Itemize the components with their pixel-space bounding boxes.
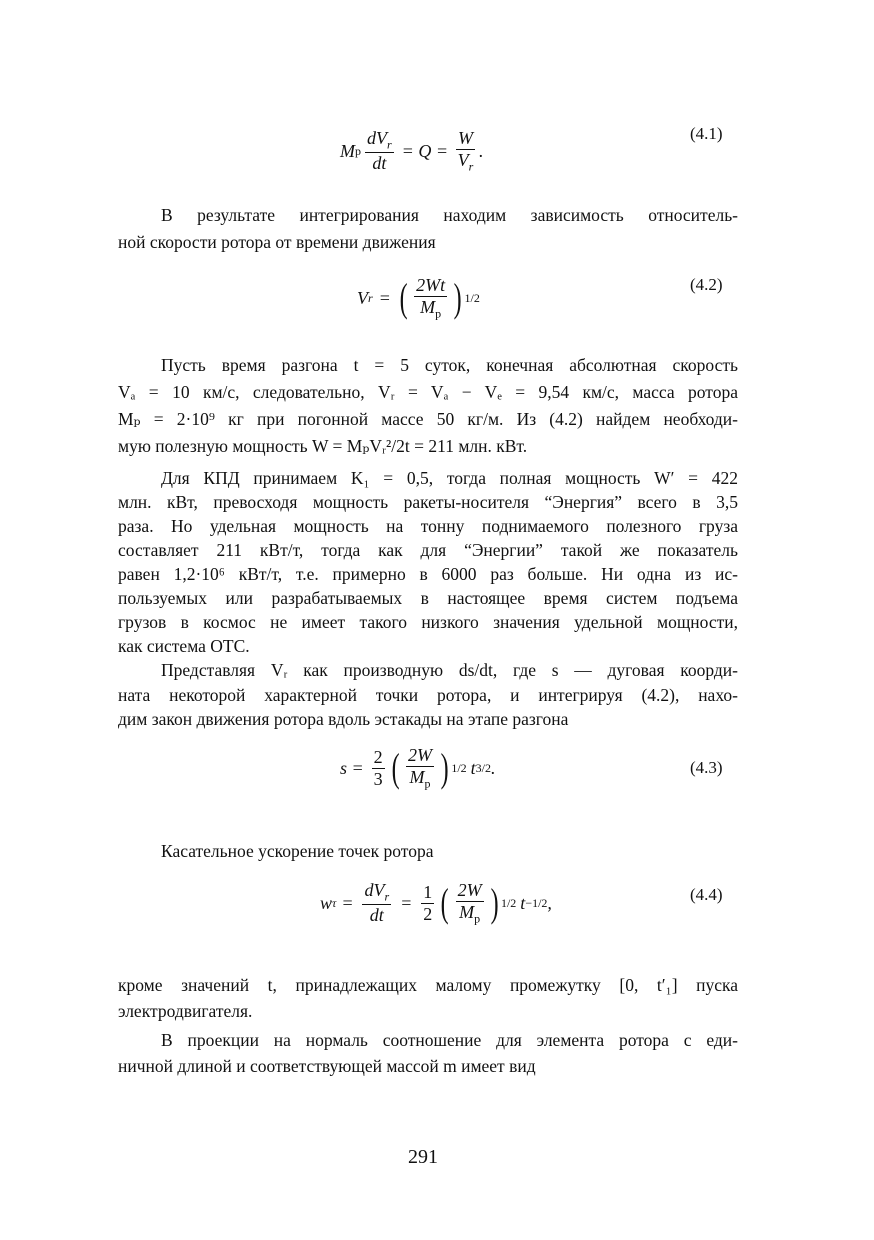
text-line: раза. Но удельная мощность на тонну поднимаемого полезного груза	[118, 516, 738, 536]
text-line: грузов в космос не имеет такого низкого значения удельной мощности,	[118, 612, 738, 632]
text-line: В результате интегрирования находим зависимость относитель-	[161, 205, 738, 225]
text-line: Касательное ускорение точек ротора	[161, 841, 434, 861]
text-line: равен 1,2·10⁶ кВт/т, т.е. примерно в 6000 раз больше. Ни одна из ис-	[118, 564, 738, 584]
eq-sub: r	[387, 137, 392, 152]
equation-label: (4.1)	[690, 124, 723, 143]
eq-sub: р	[355, 143, 361, 158]
eq-term: t	[470, 757, 476, 778]
eq-exp: 3/2	[475, 760, 492, 775]
fraction	[406, 745, 434, 791]
eq-term: M	[420, 296, 436, 317]
eq-sub: р	[435, 306, 442, 321]
eq-exp: 1/2	[464, 290, 480, 305]
eq-exp: −1/2	[525, 895, 548, 910]
text-line: Vₐ = 10 км/с, следовательно, Vᵣ = Vₐ − Vₑ = 9,54 км/с, масса ротора	[118, 382, 738, 402]
equation-label: (4.2)	[690, 275, 723, 294]
fraction	[414, 275, 447, 321]
eq-term: 2	[423, 903, 433, 924]
eq-sub: р	[474, 911, 481, 926]
fraction	[456, 128, 475, 174]
equation-4-2	[357, 275, 480, 321]
eq-term: .	[478, 140, 484, 161]
eq-term: V	[357, 287, 368, 308]
eq-sub: r	[468, 159, 474, 174]
text-line: Для КПД принимаем K₁ = 0,5, тогда полная мощность W′ = 422	[161, 468, 738, 488]
text-line: дим закон движения ротора вдоль эстакады на этапе разгона	[118, 709, 569, 729]
paren: (	[391, 745, 400, 791]
eq-term: =	[400, 892, 413, 913]
eq-term: dV	[367, 128, 387, 148]
page-number: 291	[408, 1146, 438, 1168]
eq-term: =	[378, 287, 391, 308]
text-line: кроме значений t, принадлежащих малому промежутку [0, t′₁] пуска	[118, 975, 738, 995]
text-line: В проекции на нормаль соотношение для элемента ротора с еди-	[161, 1030, 738, 1050]
eq-term: = Q =	[401, 140, 448, 161]
eq-term: 2	[373, 746, 383, 767]
fraction	[421, 882, 434, 924]
eq-term: s =	[340, 757, 364, 778]
eq-term: V	[457, 149, 469, 170]
eq-term: .	[491, 757, 496, 778]
equation-4-3	[340, 745, 496, 791]
eq-term: 2W	[457, 880, 482, 900]
eq-term: 2Wt	[416, 275, 446, 295]
paren: (	[440, 880, 449, 926]
equation-4-4	[320, 880, 552, 926]
eq-term: 3	[373, 768, 383, 789]
paren: )	[453, 275, 462, 321]
paren: )	[440, 745, 449, 791]
fraction	[362, 880, 391, 926]
eq-term: =	[341, 892, 354, 913]
text-line: Mₚ = 2·10⁹ кг при погонной массе 50 кг/м. Из (4.2) найдем необходи-	[118, 409, 738, 429]
eq-term: dt	[369, 905, 384, 926]
text-line: ничной длиной и соответствующей массой m имеет вид	[118, 1056, 536, 1076]
text-line: ной скорости ротора от времени движения	[118, 232, 436, 252]
eq-term: W	[457, 128, 473, 148]
text-line: ната некоторой характерной точки ротора, и интегрируя (4.2), нахо-	[118, 685, 738, 705]
eq-sub: τ	[332, 895, 337, 910]
eq-term: 2W	[407, 745, 432, 765]
eq-sub: r	[368, 290, 373, 305]
text-line: мую полезную мощность W = MₚVᵣ²/2t = 211 млн. кВт.	[118, 436, 528, 456]
eq-term: t	[520, 892, 526, 913]
text-line: пользуемых или разрабатываемых в настоящее время систем подъема	[118, 588, 738, 608]
text-line: составляет 211 кВт/т, тогда как для “Энергии” такой же показатель	[118, 540, 738, 560]
eq-exp: 1/2	[451, 760, 467, 775]
eq-term: dt	[372, 153, 387, 174]
text-line: электродвигателя.	[118, 1001, 253, 1021]
paren: (	[399, 275, 408, 321]
eq-term: w	[320, 892, 333, 913]
eq-exp: 1/2	[500, 895, 517, 910]
fraction	[456, 880, 484, 926]
eq-term: M	[459, 901, 475, 922]
fraction	[365, 128, 394, 174]
text-line: Представляя Vᵣ как производную ds/dt, где s — дуговая коорди-	[161, 660, 738, 680]
text-line: Пусть время разгона t = 5 суток, конечная абсолютная скорость	[161, 355, 738, 375]
eq-term: dV	[364, 880, 385, 900]
paren: )	[490, 880, 499, 926]
equation-4-1	[340, 128, 483, 174]
eq-sub: r	[384, 889, 390, 904]
eq-term: M	[340, 140, 355, 161]
text-line: как система ОТС.	[118, 636, 250, 656]
fraction	[372, 747, 385, 789]
eq-term: M	[409, 766, 425, 787]
eq-sub: р	[424, 776, 431, 791]
eq-term: ,	[547, 892, 552, 913]
equation-label: (4.4)	[690, 885, 723, 904]
eq-term: 1	[423, 881, 433, 902]
equation-label: (4.3)	[690, 758, 723, 777]
text-line: млн. кВт, превосходя мощность ракеты-носителя “Энергия” всего в 3,5	[118, 492, 738, 512]
